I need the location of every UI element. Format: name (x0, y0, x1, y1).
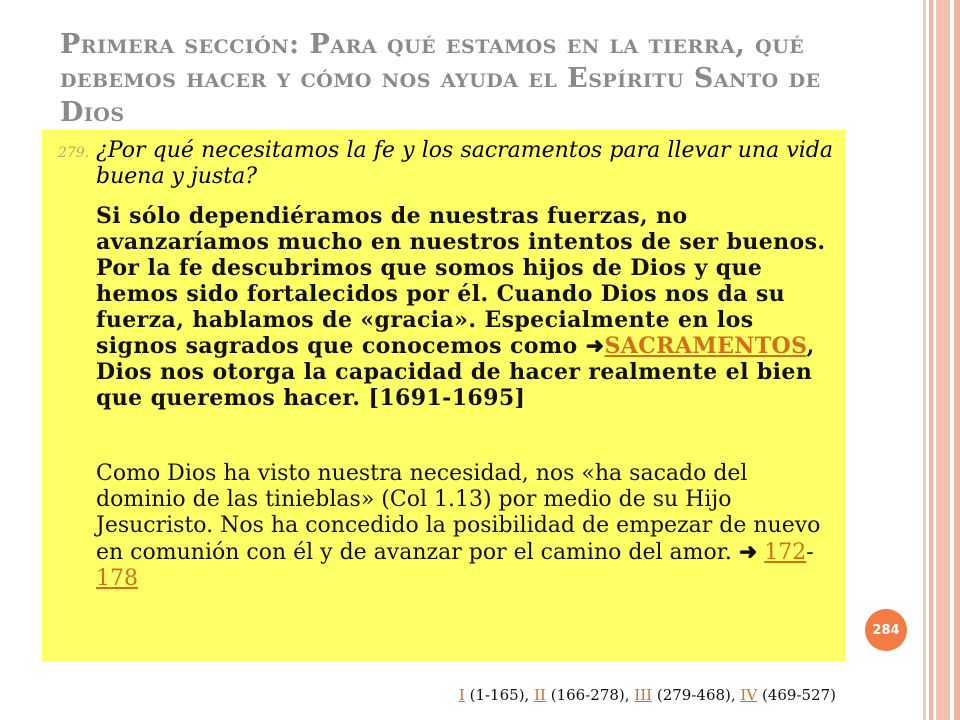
section-range: (166-278), (545, 686, 635, 704)
ref-link-start[interactable]: 172 (764, 540, 807, 565)
section-link-iii[interactable]: III (634, 686, 653, 704)
section-range: (469-527) (757, 686, 836, 704)
section-range: (279-468), (652, 686, 741, 704)
answer-text-end: , Dios nos otorga la capacidad de hacer realmente el bien que queremos hacer. [1691-1695] (96, 333, 815, 411)
commentary-text: Como Dios ha visto nuestra necesidad, nos «ha sacado del dominio de las tinieblas» (Col 1.13) por medio de su Hijo Jesucristo. Nos ha concedido la posibilidad de empezar de nuevo en comunión con él y de avanzar por el camino del amor. (96, 461, 821, 565)
slide-title: Primera sección: Para qué estamos en la tierra, qué debemos hacer y cómo nos ayuda el Espíritu Santo de Dios (60, 29, 821, 128)
answer-text-start: Si sólo dependiéramos de nuestras fuerzas, no avanzaríamos mucho en nuestros intentos de ser buenos. Por la fe descubrimos que somos hijos de Dios y que hemos sido fortalecidos por él. Cuando Dios nos da su fuerza, hablamos de «gracia». Especialmente en los signos sagrados que conocemos como (96, 203, 826, 359)
section-link-iv[interactable]: IV (740, 686, 758, 704)
page-number-badge: 284 (865, 609, 907, 651)
section-range: (1-165), (464, 686, 535, 704)
arrow-right-icon: ➜ (585, 333, 605, 359)
ref-separator: - (806, 540, 814, 565)
arrow-right-icon: ➜ (738, 539, 758, 565)
stripe (923, 0, 926, 720)
question-block (58, 138, 833, 190)
ref-link-end[interactable]: 178 (96, 566, 138, 591)
section-nav (459, 686, 836, 704)
stripe (929, 0, 933, 720)
section-link-i[interactable]: I (458, 686, 465, 704)
decorative-stripes (918, 0, 960, 720)
answer-paragraph (96, 203, 836, 411)
commentary-paragraph (96, 461, 836, 592)
section-link-ii[interactable]: II (534, 686, 546, 704)
stripe (954, 0, 960, 720)
question-number: 279. (58, 145, 90, 161)
sacramentos-link[interactable]: SACRAMENTOS (604, 333, 807, 359)
stripe (936, 0, 950, 720)
question-text: ¿Por qué necesitamos la fe y los sacramentos para llevar una vida buena y justa? (96, 138, 833, 189)
